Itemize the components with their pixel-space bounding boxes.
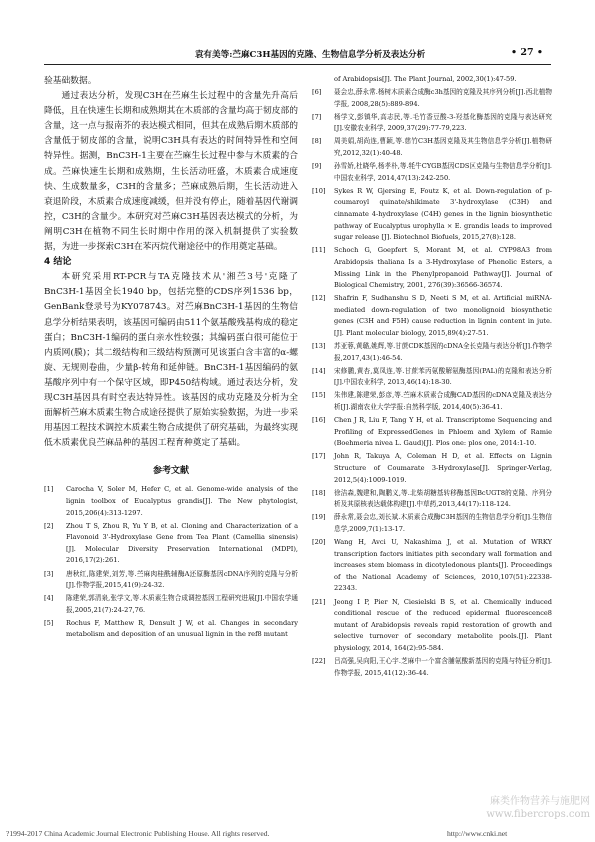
footer-copyright: ?1994-2017 China Academic Journal Electronic Publishing House. All rights reserved. bbox=[6, 829, 270, 838]
reference-text: 陈建荣,郭清泉,张学文,等.木质素生物合成调控基因工程研究进展[J].中国农学通报,2005,21(7):24-27,76. bbox=[66, 594, 298, 614]
reference-number: [20] bbox=[312, 538, 326, 547]
reference-text: 唐秋红,陈建荣,刘芳,等.苎麻肉桂酰辅酶A还原酶基因cDNA序列的克隆与分析[J].作物学报,2015,41(9):24-32. bbox=[66, 569, 298, 590]
reference-text: 聂会忠,薛永常.杨树木质素合成酶c3h基因的克隆及其序列分析[J].西北植物学报, 2008,28(5):889-894. bbox=[334, 88, 552, 108]
reference-text: of Arabidopsis[J]. The Plant Journal, 2002,30(1):47-59. bbox=[334, 75, 517, 83]
reference-number: [14] bbox=[312, 366, 326, 375]
reference-text: Zhou T S, Zhou R, Yu Y B, et al. Cloning and Characterization of a Flavonoid 3'-Hydroxylase Gene from Tea Plant (Camellia sinensis) [J]. Molecular Diversity Preservation International (MDPI), 2016,17(2):261. bbox=[66, 521, 298, 565]
footer-url[interactable]: http://www.cnki.net bbox=[447, 829, 508, 838]
reference-text: Schoch G, Goepfert S, Morant M, et al. CYP98A3 from Arabidopsis thaliana Is a 3-Hydroxylase of Phenolic Esters, a Missing Link in the Phenylpropanoid Pathway[J]. Journal of Biological Chemistry, 2001, 276(39):36566-36574. bbox=[334, 246, 552, 290]
reference-text: 吕高强,吴向阳,王心宇.芝麻中一个富含脯氨酸新基因的克隆与特征分析[J].作物学报, 2015,41(12):36-44. bbox=[334, 657, 552, 677]
reference-number: [19] bbox=[312, 513, 326, 522]
reference-number: [9] bbox=[312, 162, 322, 171]
reference-item bbox=[312, 74, 552, 86]
reference-text: Chen J R, Liu F, Tang Y H, et al. Transcriptome Sequencing and Profiling of ExpressedGenes in Phloem and Xylem of Ramie (Boehmeria nivea L. Gaud)[J]. Plos one: plos one, 2014:1-10. bbox=[334, 416, 552, 448]
reference-item bbox=[312, 656, 552, 679]
reference-item bbox=[312, 390, 552, 413]
reference-item bbox=[312, 537, 552, 595]
reference-item bbox=[312, 136, 552, 159]
reference-item bbox=[312, 186, 552, 244]
reference-number: [1] bbox=[44, 485, 54, 494]
reference-text: 薛永常,聂会忠,刘长斌.木质素合成酶C3H基因的生物信息学分析[J].生物信息学,2009,7(1):13-17. bbox=[334, 513, 552, 533]
reference-item bbox=[312, 512, 552, 535]
reference-number: [4] bbox=[44, 594, 54, 603]
reference-item bbox=[312, 488, 552, 511]
watermark-line1: 麻类作物营养与施肥网 bbox=[490, 796, 590, 807]
reference-number: [7] bbox=[312, 112, 322, 121]
reference-item bbox=[44, 569, 298, 592]
reference-item bbox=[312, 87, 552, 110]
reference-number: [11] bbox=[312, 246, 326, 255]
reference-number: [6] bbox=[312, 88, 322, 97]
site-watermark bbox=[470, 795, 590, 821]
reference-number: [2] bbox=[44, 521, 54, 530]
reference-text: Jeong I P, Pier N, Ciesielski B S, et al. Chemically induced conditional rescue of the reduced epidermal fluorescence8 mutant of Arabidopsis reveals rapid restoration of growth and selective turnover of secondary metabolite pools.[J]. Plant physiology, 2014, 164(2):95-584. bbox=[334, 597, 552, 652]
reference-item bbox=[312, 415, 552, 450]
references-list-left bbox=[44, 484, 298, 641]
paragraph-continuation: 验基础数据。 bbox=[44, 76, 97, 86]
references-list-right bbox=[312, 74, 552, 679]
reference-text: 杨学文,彭镇华,高志民,等.毛竹香豆酸-3-羟基化酶基因的克隆与表达研究[J].安徽农业科学, 2009,37(29):77-79,223. bbox=[334, 112, 552, 133]
reference-item bbox=[312, 112, 552, 135]
reference-number: [5] bbox=[44, 618, 54, 627]
reference-text: 朱伟建,陈建荣,彭彦,等.苎麻木质素合成酶CAD基因的cDNA克隆及表达分析[J].湖南农业大学学报:自然科学版, 2014,40(5):36-41. bbox=[334, 391, 552, 412]
watermark-line2: www.fibercrops.com bbox=[486, 809, 590, 820]
reference-item bbox=[312, 341, 552, 364]
reference-item bbox=[312, 366, 552, 389]
reference-item bbox=[44, 593, 298, 616]
reference-number: [8] bbox=[312, 137, 322, 146]
reference-number: [21] bbox=[312, 597, 326, 606]
references-heading: 参考文献 bbox=[152, 466, 189, 477]
right-column bbox=[312, 74, 552, 681]
left-column bbox=[44, 74, 298, 643]
reference-number: [16] bbox=[312, 416, 326, 425]
paragraph-expression-analysis: 通过表达分析，发现C3H在苎麻生长过程中的含量先升高后降低，且在快速生长期和成熟期其在木质部的含量均高于韧皮部的含量，这一点与报南芥的表达模式相同，但其在成熟后期木质部的含量低于韧皮部的含量，说明C3H具有表达的时间特异性和空间特异性。据测，BnC3H-1主要在苎麻生长过程中参与木质素的合成。苎麻快速生长期和成熟期，生长活动旺盛，木质素合成速度快、生成数量多，C3H的含量多；苎麻成熟后期，生长活动进入衰退阶段，木质素合成速度减缓，但并没有停止，随着基因代谢调控，C3H的含量少。本研究对苎麻C3H基因表达模式的分析，为阐明C3H在植物不同生长时期中作用的深入机制提供了实验数据，为进一步探索C3H在苯丙烷代谢途径中的作用奠定基础。 bbox=[44, 91, 298, 253]
reference-text: John R, Takuya A, Coleman H D, et al. Effects on Lignin Structure of Coumarate 3-Hydroxylase[J]. Springer-Verlag, 2012,5(4):1009-1019. bbox=[334, 452, 552, 484]
reference-text: Wang H, Avci U, Nakashima J, et al. Mutation of WRKY transcription factors initiates pith secondary wall formation and increases stem biomass in dicotyledonous plants[J]. Proceedings of the National Academy of Sciences, 2010,107(51):22338-22343. bbox=[334, 538, 552, 593]
reference-item bbox=[312, 293, 552, 339]
page-number: • 27 • bbox=[511, 47, 543, 58]
reference-number: [12] bbox=[312, 294, 326, 303]
reference-number: [3] bbox=[44, 569, 54, 578]
running-header-title: 袁有美等:苎麻C3H基因的克隆、生物信息学分析及表达分析 bbox=[194, 50, 426, 60]
reference-item bbox=[312, 597, 552, 655]
reference-text: Rochus F, Matthew R, Densult J W, et al. Changes in secondary metabolism and deposition of an unusual lignin in the ref8 mutant bbox=[66, 618, 298, 639]
reference-text: Carocha V, Soler M, Hefer C, et al. Genome-wide analysis of the lignin toolbox of Eucalyptus grandis[J]. The New phytologist, 2015,206(4):313-1297. bbox=[66, 485, 298, 517]
reference-item bbox=[312, 451, 552, 486]
reference-number: [10] bbox=[312, 186, 326, 195]
reference-number: [22] bbox=[312, 657, 326, 665]
reference-item bbox=[44, 484, 298, 519]
reference-text: 苏亚蓉,黄璐,姚辉,等.甘蔗CDK基因的cDNA全长克隆与表达分析[J].作物学报,2017,43(1):46-54. bbox=[334, 342, 552, 362]
reference-number: [18] bbox=[312, 488, 326, 497]
section-heading-conclusion: 4 结论 bbox=[44, 257, 72, 268]
reference-text: Sykes R W, Gjersing E, Foutz K, et al. Down-regulation of p-coumaroyl quinate/shikimate 3'-hydroxylase (C3H) and cinnamate 4-hydroxylase (C4H) genes in the lignin biosynthetic pathway of Eucalyptus urophylla × E. grandis leads to improved sugar release [J]. Biotechnol Biofuels, 2015,27(8):128. bbox=[334, 186, 552, 242]
paragraph-conclusion: 本研究采用RT-PCR与TA克隆技术从'湘苎3号'克隆了BnC3H-1基因全长1940 bp，包括完整的CDS序列1536 bp，GenBank登录号为KY078743。对苎麻BnC3H-1基因的生物信息学分析结果表明，该基因可编码由511个氨基酸残基构成的稳定蛋白；BnC3H-1编码的蛋白亲水性较强；其编码蛋白很可能位于内质网(膜)；其二级结构和三级结构预测可见该蛋白含丰富的α-螺旋、无规则卷曲，少量β-转角和延伸链。BnC3H-1基因编码的氨基酸序列中有一个保守区域，即P450结构域。通过表达分析，发现C3H基因具有时空表达特异性。该基因的成功克隆及分析为全面解析苎麻木质素生物合成途径提供了原始实验数据，为进一步采用基因工程技术调控木质素生物合成提供了研究基础，为最终实现低木质素优良苎麻品种的基因工程育种奠定了基础。 bbox=[44, 272, 298, 449]
reference-text: 宋修鹏,黄杏,莫凤连,等.甘蔗苯丙氨酸解氨酶基因(PAL)的克隆和表达分析[J].中国农业科学, 2013,46(14):18-30. bbox=[334, 366, 552, 387]
reference-text: Shafrin F, Sudhanshu S D, Neeti S M, et al. Artificial miRNA-mediated down-regulation of two monolignoid biosynthetic genes (C3H and F5H) cause reduction in lignin content in jute.[J]. Plant molecular biology, 2015,89(4):27-51. bbox=[334, 294, 552, 337]
reference-item bbox=[44, 618, 298, 641]
reference-text: 周美娟,胡尚连,曹颖,等.慈竹C3H基因克隆及其生物信息学分析[J].植物研究,2012,32(1):40-48. bbox=[334, 137, 552, 158]
reference-item bbox=[44, 521, 298, 567]
reference-item bbox=[312, 161, 552, 184]
reference-text: 孙雪娇,杜晓华,杨孝朴,等.牦牛CYGB基因CDS区克隆与生物信息学分析[J].中国农业科学, 2014,47(13):242-250. bbox=[334, 162, 552, 182]
header-rule bbox=[44, 64, 551, 65]
reference-item bbox=[312, 245, 552, 291]
reference-number: [15] bbox=[312, 391, 326, 400]
reference-number: [13] bbox=[312, 342, 326, 351]
reference-number: [17] bbox=[312, 452, 326, 461]
reference-text: 徐洁森,魏建和,陶鹏义,等.北柴胡糖基转移酶基因BcUGT8的克隆、序列分析及其原核表达载体构建[J].中草药,2013,44(17):118-124. bbox=[334, 488, 552, 509]
